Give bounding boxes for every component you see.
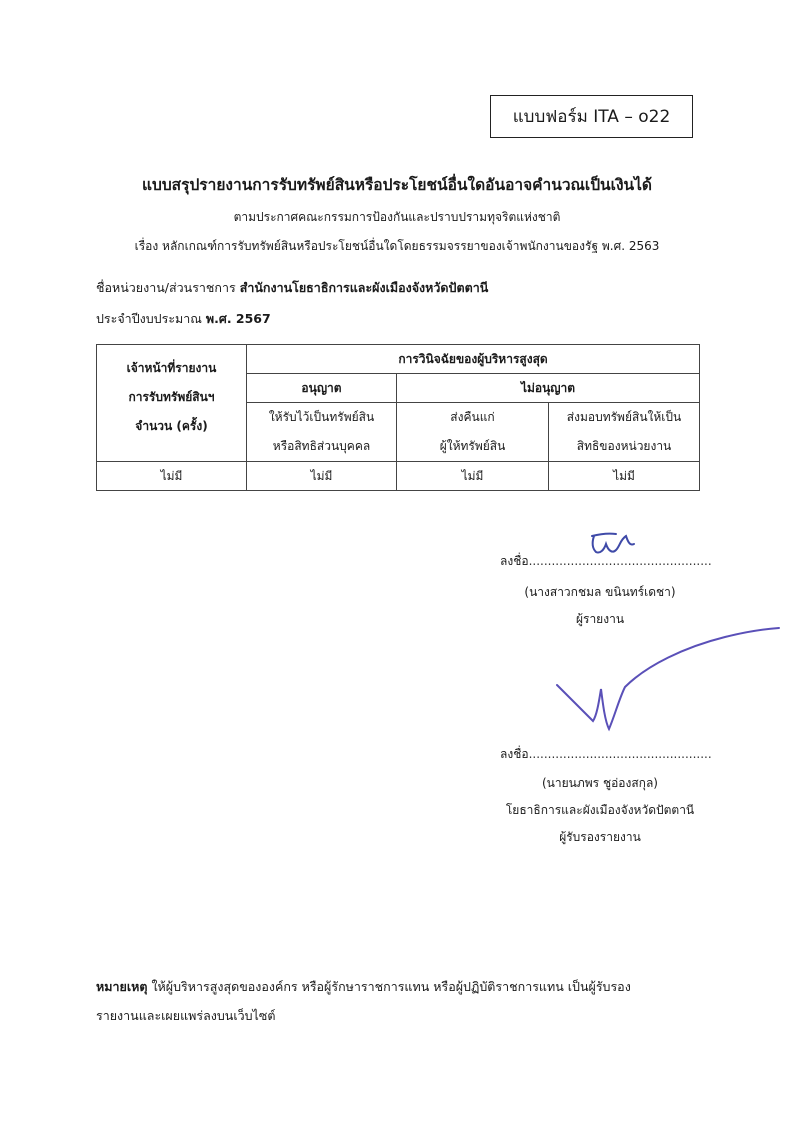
summary-table (96, 344, 700, 491)
agency-label: ชื่อหน่วยงาน/ส่วนราชการ (96, 280, 236, 295)
signature-2-dots: ................................................ (528, 747, 712, 761)
agency-line (96, 278, 488, 298)
signer-2-position: โยธาธิการและผังเมืองจังหวัดปัตตานี (505, 803, 695, 817)
document-subtitle-2: เรื่อง หลักเกณฑ์การรับทรัพย์สินหรือประโยชน์อื่นใดโดยธรรมจรรยาของเจ้าพนักงานของรัฐ พ.ศ. 2563 (134, 239, 660, 253)
allowed-header: อนุญาต (247, 374, 397, 403)
signature-1-dots: ................................................ (528, 554, 712, 568)
table-cell: ไม่มี (247, 462, 397, 491)
allowed-subheader: ให้รับไว้เป็นทรัพย์สิน หรือสิทธิส่วนบุคคล (247, 403, 397, 462)
fiscal-year-line (96, 309, 271, 329)
footnote-label: หมายเหตุ (96, 979, 148, 994)
table-cell: ไม่มี (549, 462, 700, 491)
signer-2-name: (นายนภพร ชูอ่องสกุล) (542, 776, 658, 790)
handover-subheader: ส่งมอบทรัพย์สินให้เป็น สิทธิของหน่วยงาน (549, 403, 700, 462)
return-subheader: ส่งคืนแก่ ผู้ให้ทรัพย์สิน (397, 403, 549, 462)
document-title: แบบสรุปรายงานการรับทรัพย์สินหรือประโยชน์อื่นใดอันอาจคำนวณเป็นเงินได้ (142, 176, 652, 194)
decision-header: การวินิจฉัยของผู้บริหารสูงสุด (247, 345, 700, 374)
document-subtitle-1: ตามประกาศคณะกรรมการป้องกันและปราบปรามทุจริตแห่งชาติ (233, 210, 561, 224)
signer-1-role: ผู้รายงาน (575, 612, 625, 626)
table-cell: ไม่มี (97, 462, 247, 491)
footnote-text-1: ให้ผู้บริหารสูงสุดขององค์กร หรือผู้รักษาราชการแทน หรือผู้ปฏิบัติราชการแทน เป็นผู้รับรอง (151, 979, 631, 994)
not-allowed-header: ไม่อนุญาต (397, 374, 700, 403)
signature-2-line (500, 745, 712, 764)
signature-1-label: ลงชื่อ (500, 554, 529, 568)
table-cell: ไม่มี (397, 462, 549, 491)
signature-2-label: ลงชื่อ (500, 747, 529, 761)
form-code-box (490, 95, 693, 138)
signature-2-handwriting (555, 625, 785, 735)
form-code: แบบฟอร์ม ITA – o22 (512, 107, 671, 127)
table-row (97, 462, 700, 491)
footnote-text-2: รายงานและเผยแพร่ลงบนเว็บไซต์ (96, 1008, 276, 1023)
agency-value: สำนักงานโยธาธิการและผังเมืองจังหวัดปัตตานี (239, 280, 489, 295)
signer-1-name: (นางสาวกชมล ขนินทร์เดชา) (524, 585, 676, 599)
fiscal-year-value: พ.ศ. 2567 (205, 311, 271, 326)
footnote (96, 972, 706, 1030)
signer-2-role: ผู้รับรองรายงาน (559, 830, 641, 844)
fiscal-year-label: ประจำปีงบประมาณ (96, 311, 202, 326)
reporter-count-header: เจ้าหน้าที่รายงาน การรับทรัพย์สินฯ จำนวน (ครั้ง) (97, 345, 247, 462)
signature-1-line (500, 552, 712, 571)
